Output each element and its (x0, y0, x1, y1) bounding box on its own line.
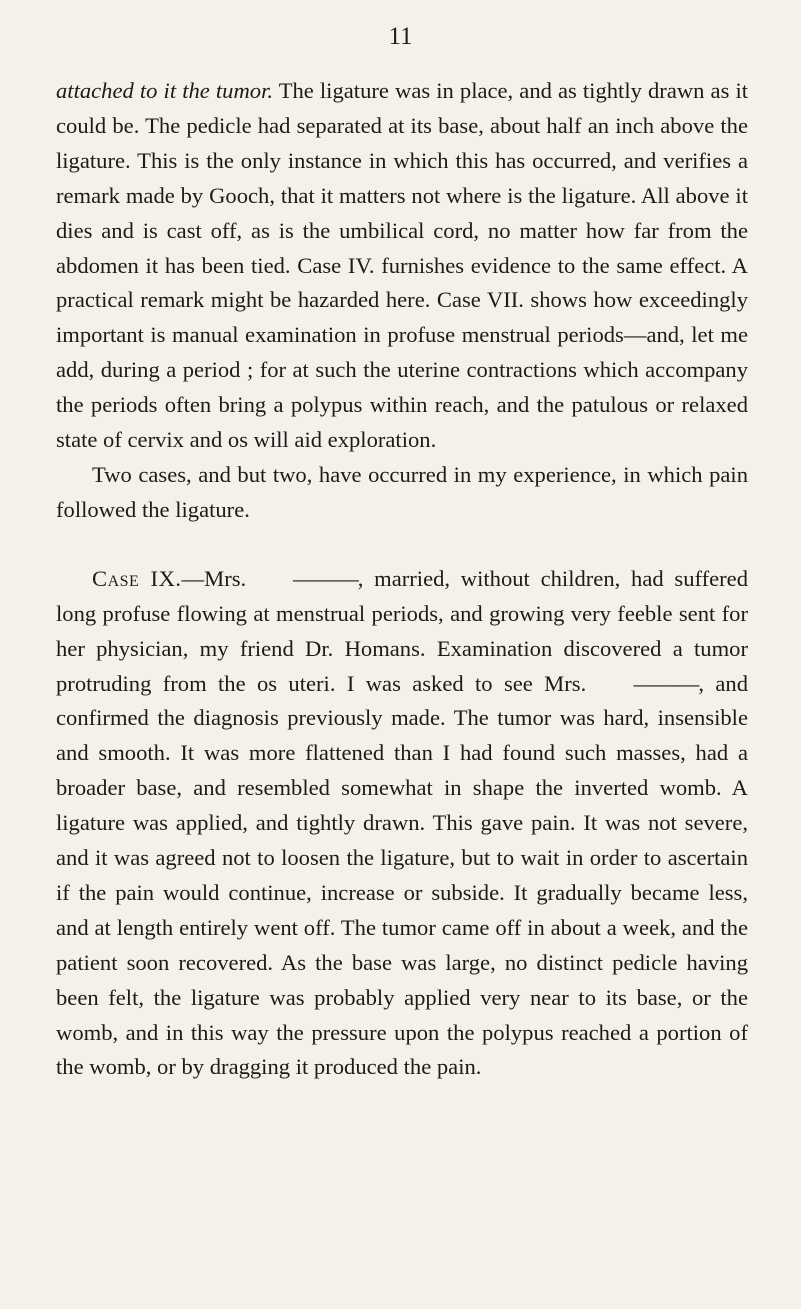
case-middle-text: , married, without children, had suffered long profuse flowing at menstrual periods, and growing very feeble sent for her physician, my friend Dr. Homans. Examination discovered a tumor protruding from the os uteri. I was asked to see Mrs. (56, 565, 749, 696)
paragraph-2 (56, 458, 748, 528)
paragraph-2-text: Two cases, and but two, have occurred in my experience, in which pain followed the ligature. (56, 461, 748, 522)
paragraph-3 (56, 562, 748, 1086)
case-label: Case IX. (92, 565, 182, 591)
paragraph-1-text: The ligature was in place, and as tightly drawn as it could be. The pedicle had separated at its base, about half an inch above the ligature. This is the only instance in which this has occurred, and verifies a remark made by Gooch, that it matters not where is the ligature. All above it dies and is cast off, as is the umbilical cord, no matter how far from the abdomen it has been tied. Case IV. furnishes evidence to the same effect. A practical remark might be hazarded here. Case VII. shows how exceedingly important is manual examination in profuse menstrual periods—and, let me add, during a period ; for at such the uterine contractions which accompany the periods often bring a polypus within reach, and the patulous or relaxed state of cervix and os will aid exploration. (56, 78, 749, 453)
case-rest-text: , and confirmed the diagnosis previously made. The tumor was hard, insensible and smooth. It was more flattened than I had found such masses, had a broader base, and resembled somewhat in shape the inverted womb. A ligature was applied, and tightly drawn. This gave pain. It was not severe, and it was agreed not to loosen the ligature, but to wait in order to ascertain if the pain would continue, increase or subside. It gradually became less, and at length entirely went off. The tumor came off in about a week, and the patient soon recovered. As the base was large, no distinct pedicle having been felt, the ligature was probably applied very near to its base, or the womb, and in this way the pressure upon the polypus reached a portion of the womb, or by dragging it produced the pain. (56, 670, 749, 1080)
page-number: 11 (388, 23, 413, 50)
case-intro-text: —Mrs. (181, 565, 257, 591)
name-blank-2: ——— (633, 670, 699, 696)
paragraph-1 (56, 74, 748, 458)
body-text (56, 74, 748, 1085)
italic-lead-phrase: attached to it the tumor. (56, 78, 274, 103)
name-blank-1: ——— (292, 565, 358, 591)
